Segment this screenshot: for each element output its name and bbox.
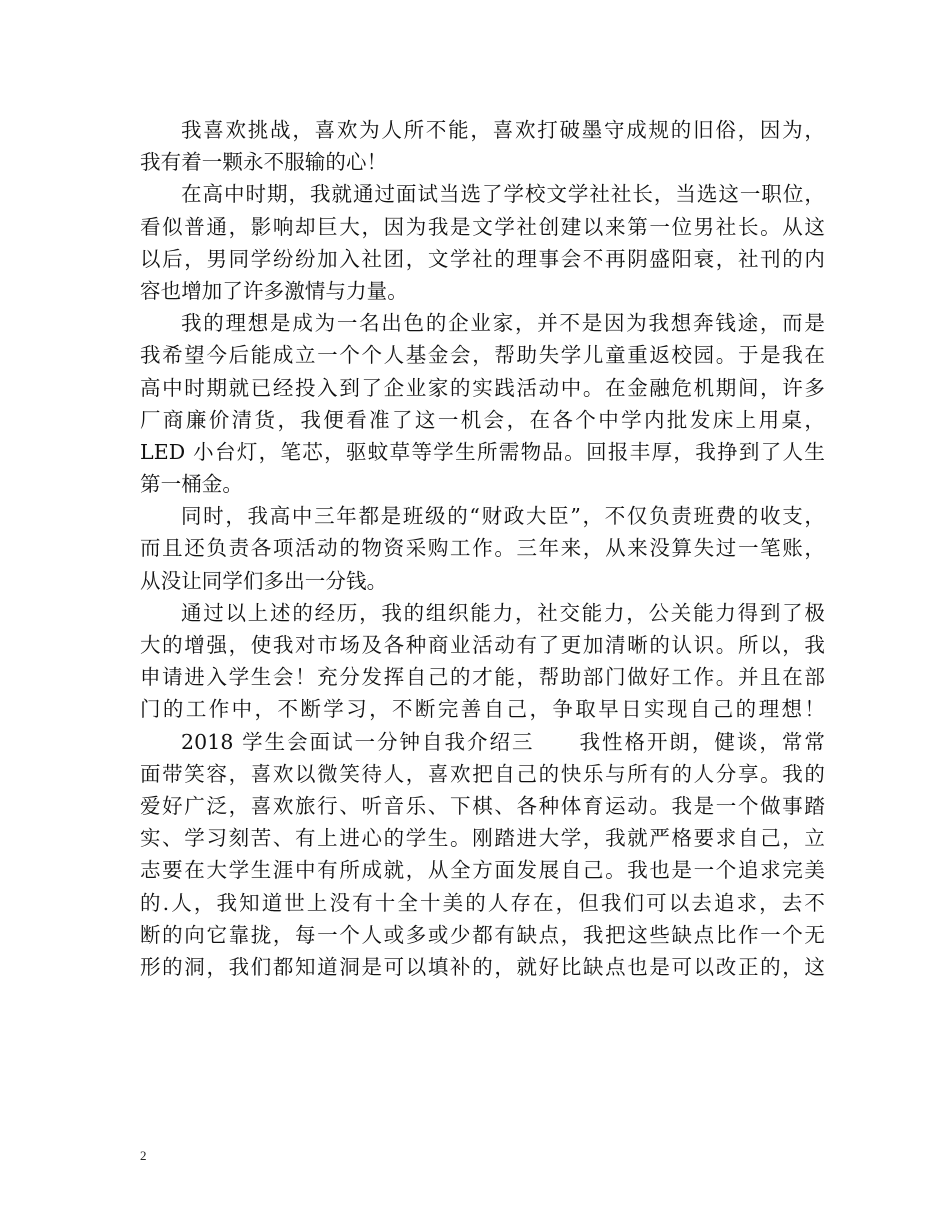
text-line: 形的洞，我们都知道洞是可以填补的，就好比缺点也是可以改正的，这 (140, 954, 825, 979)
text-line: 我的理想是成为一名出色的企业家，并不是因为我想奔钱途，而是 (181, 311, 825, 336)
text-line: 第一桶金。 (140, 472, 243, 497)
text-line: 以后，男同学纷纷加入社团，文学社的理事会不再阴盛阳衰，社刊的内 (140, 246, 825, 271)
text-line: 厂商廉价清货，我便看准了这一机会，在各个中学内批发床上用桌， (140, 407, 825, 432)
text-line: 大的增强，使我对市场及各种商业活动有了更加清晰的认识。所以，我 (140, 633, 825, 657)
body-text (140, 114, 825, 983)
text-line: 通过以上述的经历，我的组织能力，社交能力，公关能力得到了极 (181, 600, 825, 625)
text-line: 在高中时期，我就通过面试当选了学校文学社社长，当选这一职位， (181, 182, 825, 207)
text-line: LED 小台灯，笔芯，驱蚊草等学生所需物品。回报丰厚，我挣到了人生 (140, 439, 825, 464)
text-line: 实、学习刻苦、有上进心的学生。刚踏进大学，我就严格要求自己，立 (140, 826, 825, 851)
text-line: 同时，我高中三年都是班级的“财政大臣”，不仅负责班费的收支， (181, 504, 825, 529)
text-line: 志要在大学生涯中有所成就，从全方面发展自己。我也是一个追求完美 (140, 858, 825, 883)
text-line: 的.人，我知道世上没有十全十美的人存在，但我们可以去追求，去不 (140, 890, 825, 915)
text-line: 爱好广泛，喜欢旅行、听音乐、下棋、各种体育运动。我是一个做事踏 (140, 793, 825, 818)
text-line: 申请进入学生会！充分发挥自己的才能，帮助部门做好工作。并且在部 (140, 665, 825, 690)
text-line: 我喜欢挑战，喜欢为人所不能，喜欢打破墨守成规的旧俗，因为， (181, 118, 825, 142)
text-line: 面带笑容，喜欢以微笑待人，喜欢把自己的快乐与所有的人分享。我的 (140, 761, 825, 786)
text-line: 容也增加了许多激情与力量。 (140, 278, 408, 303)
text-line: 门的工作中，不断学习，不断完善自己，争取早日实现自己的理想！ (140, 697, 825, 722)
text-line: 高中时期就已经投入到了企业家的实践活动中。在金融危机期间，许多 (140, 375, 825, 400)
text-line: 2018 学生会面试一分钟自我介绍三 我性格开朗，健谈，常常 (181, 729, 825, 754)
text-line: 而且还负责各项活动的物资采购工作。三年来，从来没算失过一笔账， (140, 536, 825, 561)
text-line: 看似普通，影响却巨大，因为我是文学社创建以来第一位男社长。从这 (140, 214, 825, 239)
text-line: 断的向它靠拢，每一个人或多或少都有缺点，我把这些缺点比作一个无 (140, 922, 825, 947)
text-line: 从没让同学们多出一分钱。 (140, 568, 388, 593)
page-number: 2 (140, 1148, 147, 1163)
text-line: 我希望今后能成立一个个人基金会，帮助失学儿童重返校园。于是我在 (140, 343, 825, 368)
text-line: 我有着一颗永不服输的心！ (140, 150, 388, 175)
